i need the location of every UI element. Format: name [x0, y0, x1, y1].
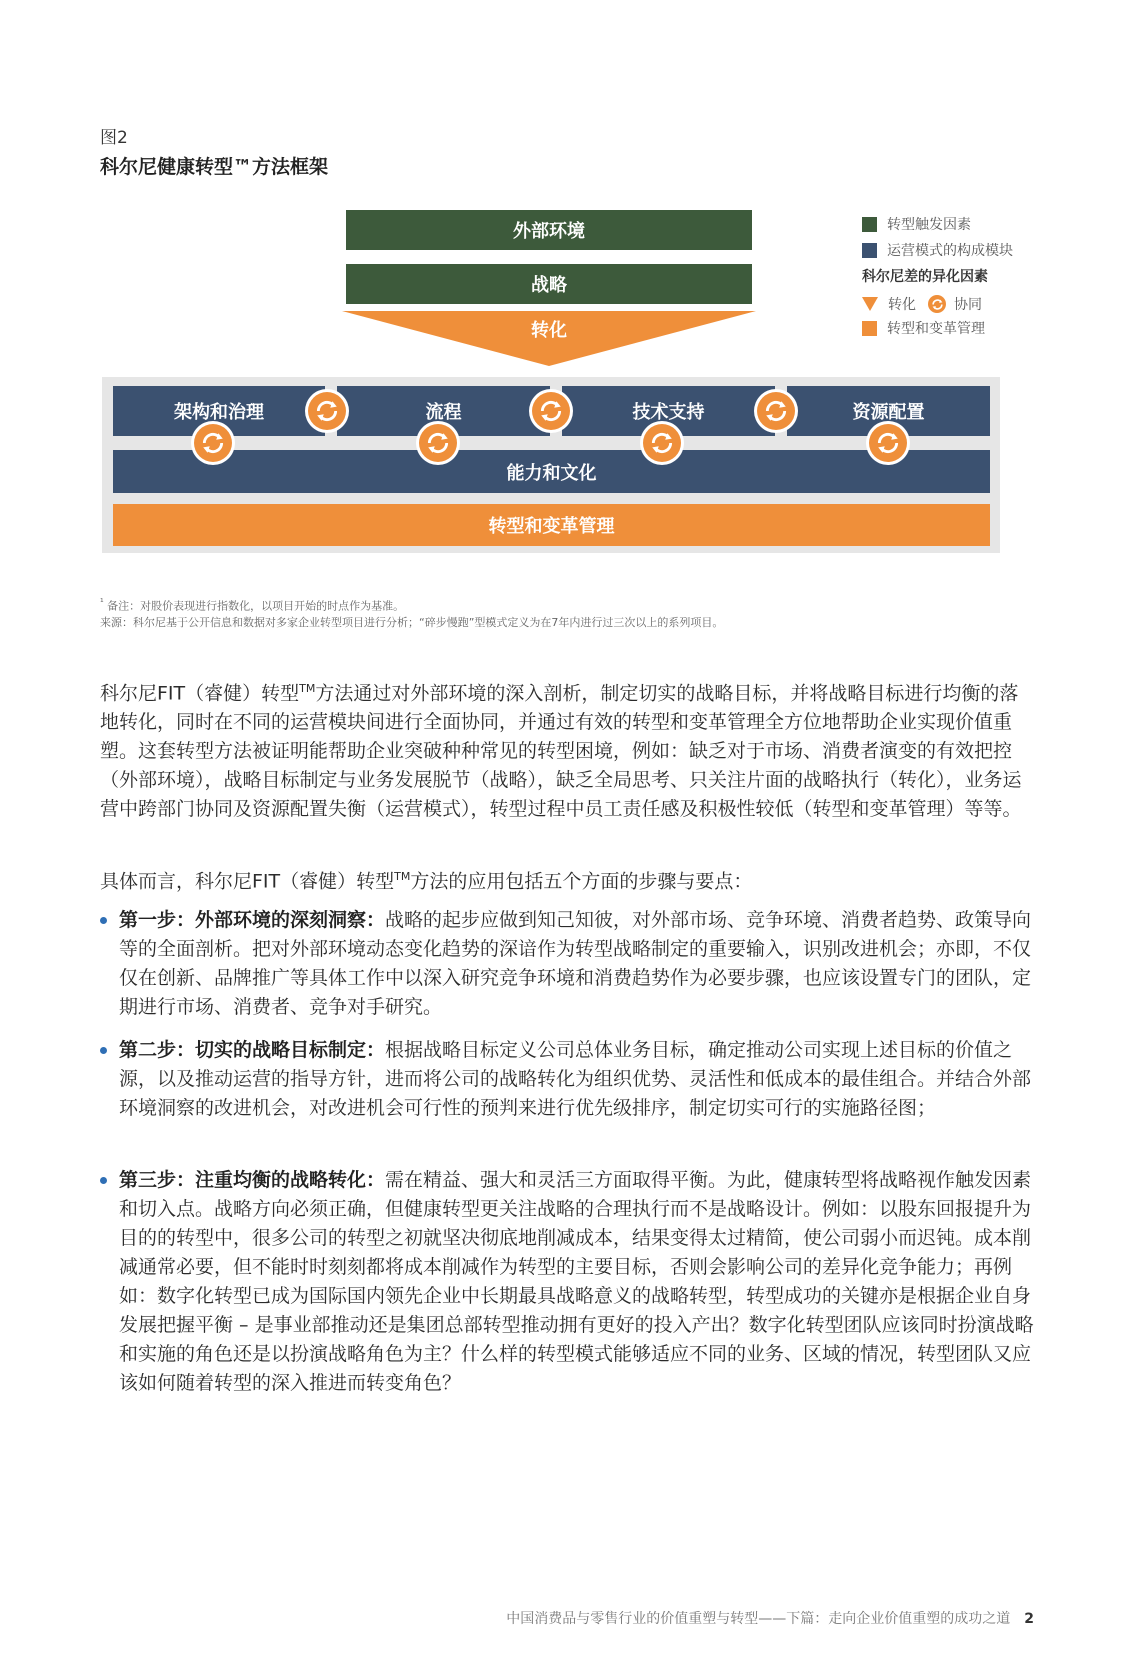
- legend-item-trigger: [862, 214, 971, 234]
- legend-swatch-orange: [862, 321, 877, 336]
- step-heading: 第三步：注重均衡的战略转化：: [119, 1169, 386, 1191]
- figure-label: 图2: [100, 128, 128, 148]
- synergy-icon: [757, 392, 795, 430]
- note-line: $^{^1}$ 备注：对股价表现进行指数化，以项目开始的时点作为基准。: [100, 597, 405, 613]
- step-heading: 第一步：外部环境的深刻洞察：: [119, 909, 386, 931]
- page-number: 2: [1024, 1611, 1034, 1627]
- module-structure-governance: 架构和治理: [113, 386, 325, 436]
- figure-title: 科尔尼健康转型™方法框架: [100, 156, 329, 178]
- figure-notes: [100, 595, 723, 631]
- synergy-icon: [643, 424, 681, 462]
- legend-item-change: [862, 318, 985, 338]
- module-resource-allocation: 资源配置: [787, 386, 990, 436]
- triangle-icon: [862, 297, 878, 311]
- legend-label: 转化: [888, 297, 916, 313]
- body-paragraph-intro: 科尔尼FIT（睿健）转型™方法通过对外部环境的深入剖析，制定切实的战略目标，并将战略目标进行均衡的落地转化，同时在不同的运营模块间进行全面协同，并通过有效的转型和变革管理全方位地帮助企业实现价值重塑。这套转型方法被证明能帮助企业突破种种常见的转型困境，例如：缺乏对于市场、消费者演变的有效把控（外部环境），战略目标制定与业务发展脱节（战略），缺乏全局思考、只关注片面的战略执行（转化），业务运营中跨部门协同及资源配置失衡（运营模式），转型过程中员工责任感及积极性较低（转型和变革管理）等等。: [100, 682, 1022, 821]
- legend-swatch-navy: [862, 243, 877, 258]
- transform-label: 转化: [531, 320, 567, 341]
- module-tech-support: 技术支持: [562, 386, 775, 436]
- legend-diff-title: 科尔尼差的异化因素: [862, 269, 988, 285]
- capability-culture-bar: 能力和文化: [113, 450, 990, 493]
- bullet-dot: [100, 1177, 107, 1184]
- step-text: 需在精益、强大和灵活三方面取得平衡。为此，健康转型将战略视作触发因素和切入点。战略方向必须正确，但健康转型更关注战略的合理执行而不是战略设计。例如：以股东回报提升为目的的转型中，很多公司的转型之初就坚决彻底地削减成本，结果变得太过精简，使公司弱小而迟钝。成本削减通常必要，但不能时时刻刻都将成本削减作为转型的主要目标，否则会影响公司的差异化竞争能力；再例如：数字化转型已成为国际国内领先企业中长期最具战略意义的战略转型，转型成功的关键亦是根据企业自身发展把握平衡 – 是事业部推动还是集团总部转型推动拥有更好的投入产出？数字化转型团队应该同时扮演战略和实施的角色还是以扮演战略角色为主？什么样的转型模式能够适应不同的业务、区域的情况，转型团队又应该如何随着转型的深入推进而转变角色？: [119, 1169, 1034, 1394]
- synergy-icon: [869, 424, 907, 462]
- synergy-icon: [419, 424, 457, 462]
- external-environment-bar: 外部环境: [346, 210, 752, 250]
- legend-item-transform-synergy: [862, 294, 982, 314]
- synergy-icon: [928, 295, 946, 313]
- step-text: 战略的起步应做到知己知彼，对外部市场、竞争环境、消费者趋势、政策导向等的全面剖析。把对外部环境动态变化趋势的深谙作为转型战略制定的重要输入，识别改进机会；亦即，不仅仅在创新、品牌推广等具体工作中以深入研究竞争环境和消费趋势作为必要步骤，也应该设置专门的团队，定期进行市场、消费者、竞争对手研究。: [119, 909, 1032, 1018]
- step-text: 根据战略目标定义公司总体业务目标，确定推动公司实现上述目标的价值之源，以及推动运营的指导方针，进而将公司的战略转化为组织优势、灵活性和低成本的最佳组合。并结合外部环境洞察的改进机会，对改进机会可行性的预判来进行优先级排序，制定切实可行的实施路径图；: [119, 1039, 1032, 1119]
- footer-text: 中国消费品与零售行业的价值重塑与转型——下篇：走向企业价值重塑的成功之道: [506, 1611, 1011, 1627]
- page-footer: [506, 1608, 1034, 1628]
- source-line: 来源：科尔尼基于公开信息和数据对多家企业转型项目进行分析；“碎步慢跑”型模式定义为在7年内进行过三次以上的系列项目。: [100, 615, 724, 629]
- legend-label: 运营模式的构成模块: [887, 243, 1013, 259]
- legend-item-operating: [862, 240, 1013, 260]
- synergy-icon: [532, 392, 570, 430]
- step-item: [100, 1036, 1035, 1123]
- module-process: 流程: [337, 386, 550, 436]
- step-item: [100, 1166, 1035, 1398]
- bullet-dot: [100, 917, 107, 924]
- body-paragraph-steps-intro: 具体而言，科尔尼FIT（睿健）转型™方法的应用包括五个方面的步骤与要点：: [100, 870, 753, 893]
- strategy-bar: 战略: [346, 264, 752, 304]
- synergy-icon: [308, 392, 346, 430]
- change-management-bar: 转型和变革管理: [113, 504, 990, 546]
- legend-label: 转型和变革管理: [887, 321, 985, 337]
- legend-label: 转型触发因素: [887, 217, 971, 233]
- legend-label: 协同: [954, 297, 982, 313]
- step-heading: 第二步：切实的战略目标制定：: [119, 1039, 386, 1061]
- step-item: [100, 906, 1035, 1022]
- legend-swatch-green: [862, 217, 877, 232]
- synergy-icon: [194, 424, 232, 462]
- bullet-dot: [100, 1047, 107, 1054]
